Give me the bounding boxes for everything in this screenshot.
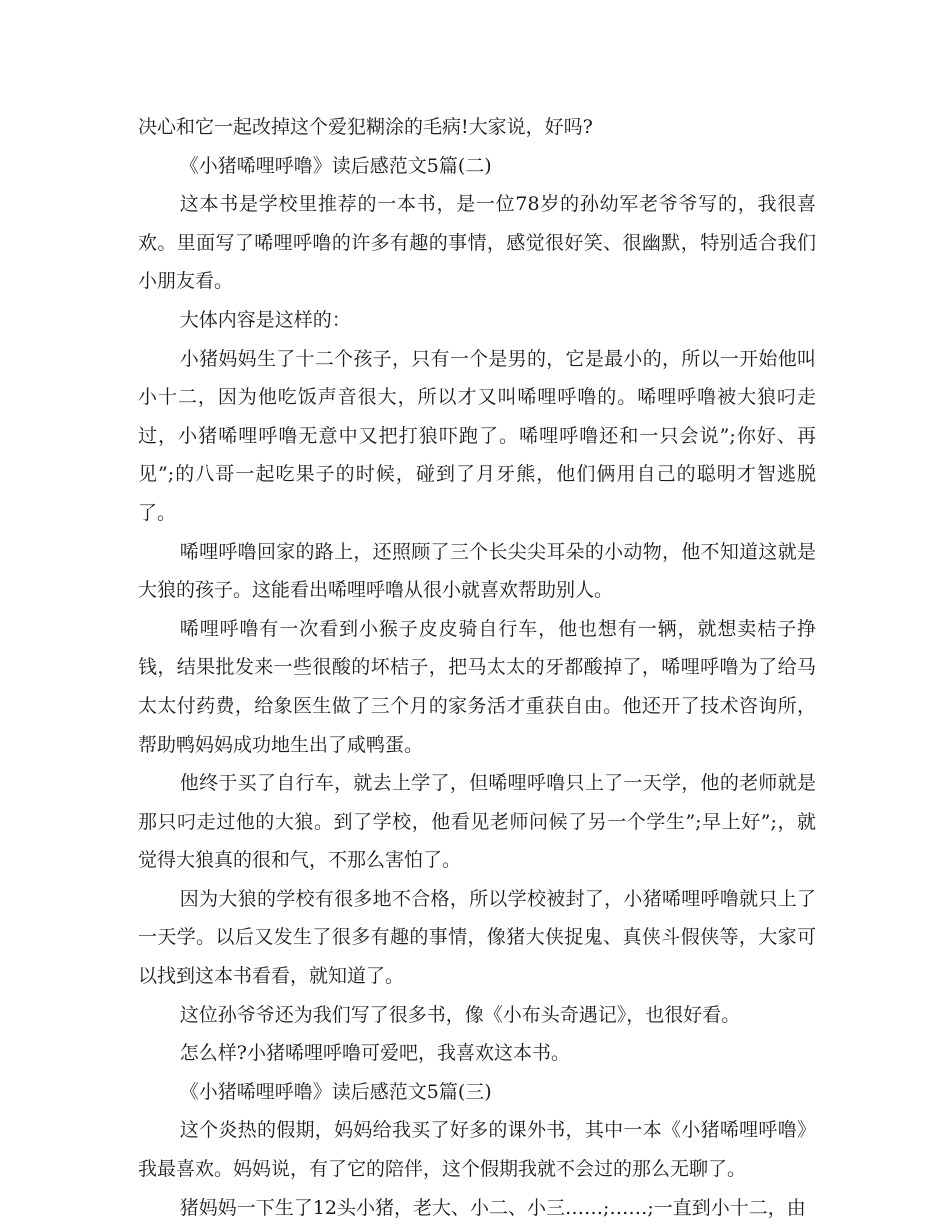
section-heading: 《小猪唏哩呼噜》读后感范文5篇(三) — [179, 1080, 492, 1103]
paragraph: 大体内容是这样的： — [179, 308, 351, 331]
paragraph: 猪妈妈一下生了12头小猪，老大、小二、小三……;……;一直到小十二，由 — [179, 1196, 806, 1219]
paragraph: 小猪妈妈生了十二个孩子，只有一个是男的，它是最小的，所以一开始他叫小十二，因为他吃饭声音很大，所以才又叫唏哩呼噜的。唏哩呼噜被大狼叼走过，小猪唏哩呼噜无意中又把打狼吓跑了。唏哩呼噜还和一只会说”;你好、再见”;的八哥一起吃果子的时候，碰到了月牙熊，他们俩用自己的聪明才智逃脱了。 — [138, 347, 816, 524]
paragraph: 这位孙爷爷还为我们写了很多书，像《小布头奇遇记》，也很好看。 — [179, 1003, 741, 1026]
paragraph: 这个炎热的假期，妈妈给我买了好多的课外书，其中一本《小猪唏哩呼噜》我最喜欢。妈妈说，有了它的陪伴，这个假期我就不会过的那么无聊了。 — [138, 1119, 816, 1181]
paragraph: 唏哩呼噜有一次看到小猴子皮皮骑自行车，他也想有一辆，就想卖桔子挣钱，结果批发来一些很酸的坏桔子，把马太太的牙都酸掉了，唏哩呼噜为了给马太太付药费，给象医生做了三个月的家务活才重获自由。他还开了技术咨询所，帮助鸭妈妈成功地生出了咸鸭蛋。 — [138, 617, 816, 756]
paragraph: 这本书是学校里推荐的一本书，是一位78岁的孙幼军老爷爷写的，我很喜欢。里面写了唏哩呼噜的许多有趣的事情，感觉很好笑、很幽默，特别适合我们小朋友看。 — [138, 193, 816, 293]
section-heading: 《小猪唏哩呼噜》读后感范文5篇(二) — [179, 154, 492, 177]
paragraph: 唏哩呼噜回家的路上，还照顾了三个长尖尖耳朵的小动物，他不知道这就是大狼的孩子。这能看出唏哩呼噜从很小就喜欢帮助别人。 — [138, 540, 816, 602]
document-body — [138, 108, 816, 1227]
paragraph: 因为大狼的学校有很多地不合格，所以学校被封了，小猪唏哩呼噜就只上了一天学。以后又发生了很多有趣的事情，像猪大侠捉鬼、真侠斗假侠等，大家可以找到这本书看看，就知道了。 — [138, 887, 816, 988]
paragraph: 他终于买了自行车，就去上学了，但唏哩呼噜只上了一天学，他的老师就是那只叼走过他的大狼。到了学校，他看见老师问候了另一个学生”;早上好”;，就觉得大狼真的很和气，不那么害怕了。 — [138, 772, 816, 872]
paragraph: 决心和它一起改掉这个爱犯糊涂的毛病!大家说，好吗? — [138, 116, 593, 138]
paragraph: 怎么样?小猪唏哩呼噜可爱吧，我喜欢这本书。 — [179, 1042, 570, 1065]
